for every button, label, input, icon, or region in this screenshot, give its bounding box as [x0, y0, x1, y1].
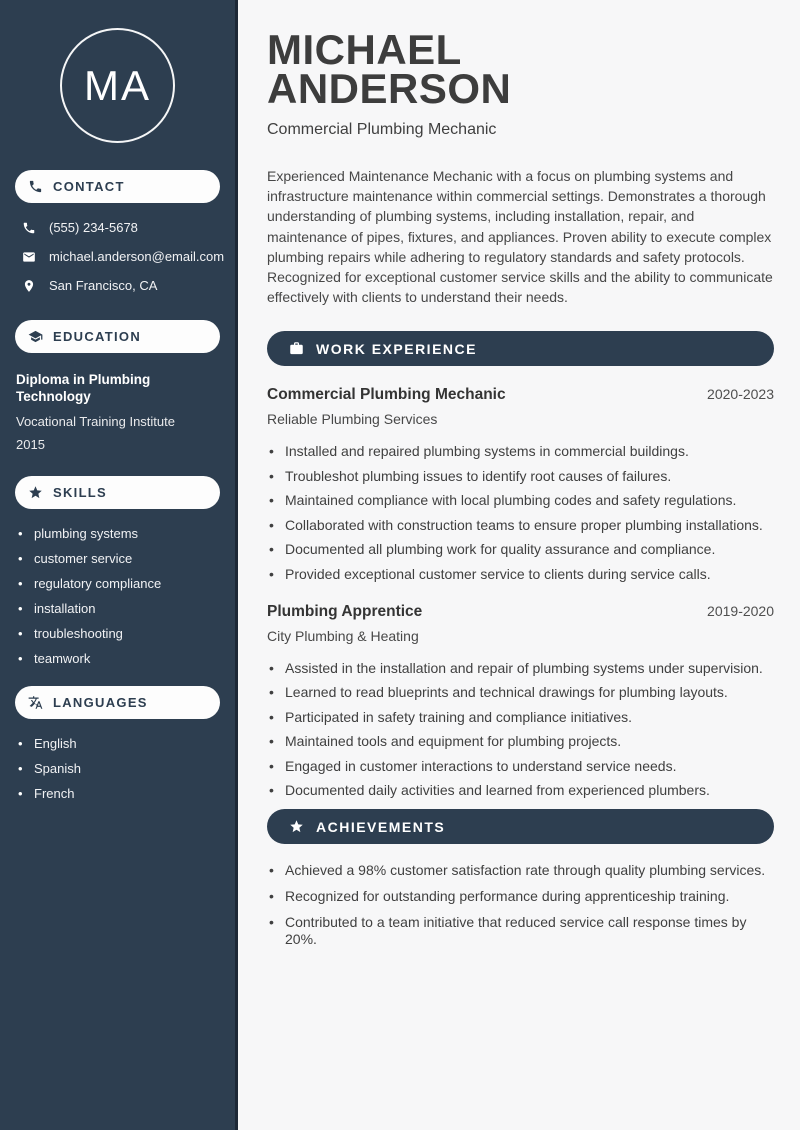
candidate-name	[267, 26, 774, 112]
achievements-title: ACHIEVEMENTS	[316, 818, 446, 835]
achievement-bullet: • Achieved a 98% customer satisfaction rate through quality plumbing services.	[267, 862, 774, 879]
contact-item-phone	[22, 220, 235, 235]
phone-icon	[22, 221, 36, 235]
avatar	[60, 28, 175, 143]
job-company: Reliable Plumbing Services	[267, 411, 438, 428]
job-entry	[267, 603, 774, 800]
location-icon	[22, 279, 36, 293]
skill-item: • regulatory compliance	[18, 577, 235, 590]
work-experience-title: WORK EXPERIENCE	[316, 340, 477, 357]
email-icon	[22, 250, 36, 264]
education-degree: Diploma in Plumbing Technology	[16, 372, 151, 404]
work-experience-section-header	[267, 331, 774, 366]
language-item: • English	[18, 737, 235, 750]
achievements-list	[267, 862, 774, 948]
job-dates: 2019-2020	[707, 602, 774, 619]
contact-item-email	[22, 249, 235, 264]
achievement-bullet: • Recognized for outstanding performance during apprenticeship training.	[267, 888, 774, 905]
job-entry	[267, 386, 774, 583]
skill-item: • teamwork	[18, 652, 235, 665]
achievements-section-header	[267, 809, 774, 844]
education-school: Vocational Training Institute	[16, 413, 175, 429]
email-address: michael.anderson@email.com	[49, 249, 225, 264]
language-item: • French	[18, 787, 235, 800]
job-role: Plumbing Apprentice	[267, 602, 423, 620]
briefcase-icon	[289, 341, 304, 356]
job-bullet-list	[267, 660, 774, 800]
location-text: San Francisco, CA	[49, 278, 158, 293]
resume-content	[238, 0, 800, 1130]
contact-list	[22, 220, 235, 293]
job-bullet: • Engaged in customer interactions to understand service needs.	[267, 758, 774, 775]
sidebar	[0, 0, 238, 1130]
last-name: ANDERSON	[267, 65, 512, 112]
star-icon	[289, 819, 304, 834]
languages-section-header	[15, 686, 220, 719]
phone-icon	[28, 179, 43, 194]
job-role: Commercial Plumbing Mechanic	[267, 386, 506, 404]
candidate-job-title: Commercial Plumbing Mechanic	[267, 121, 497, 138]
translate-icon	[28, 695, 43, 710]
job-bullet: • Documented all plumbing work for quality assurance and compliance.	[267, 541, 774, 558]
languages-list	[18, 737, 235, 800]
job-bullet: • Assisted in the installation and repair of plumbing systems under supervision.	[267, 660, 774, 677]
education-section-header	[15, 320, 220, 353]
education-section-title: EDUCATION	[53, 329, 142, 344]
skills-list	[18, 527, 235, 665]
job-bullet: • Maintained compliance with local plumbing codes and safety regulations.	[267, 492, 774, 509]
job-header	[267, 386, 774, 404]
skills-section-header	[15, 476, 220, 509]
skill-item: • customer service	[18, 552, 235, 565]
job-bullet: • Provided exceptional customer service to clients during service calls.	[267, 566, 774, 583]
achievement-bullet: • Contributed to a team initiative that reduced service call response times by 20%.	[267, 914, 774, 948]
contact-section-title: CONTACT	[53, 179, 125, 194]
job-bullet: • Troubleshot plumbing issues to identify root causes of failures.	[267, 468, 774, 485]
education-entry	[16, 372, 219, 452]
skills-section-title: SKILLS	[53, 484, 108, 500]
job-bullet: • Collaborated with construction teams to ensure proper plumbing installations.	[267, 517, 774, 534]
job-bullet: • Installed and repaired plumbing systems in commercial buildings.	[267, 443, 774, 460]
first-name: MICHAEL	[267, 26, 462, 73]
phone-number: (555) 234-5678	[49, 220, 138, 235]
summary-paragraph: Experienced Maintenance Mechanic with a focus on plumbing systems and infrastructure maintenance within commercial settings. Demonstrates a thorough understanding of plumbing systems, including installation, repair, and maintenance of pipes, fixtures, and appliances. Proven ability to execute complex plumbing repairs while adhering to regulatory standards and safety protocols. Recognized for exceptional customer service skills and the ability to communicate effectively with clients to understand their needs.	[267, 168, 773, 306]
education-year: 2015	[16, 436, 45, 452]
job-bullet: • Participated in safety training and compliance initiatives.	[267, 709, 774, 726]
star-icon	[28, 485, 43, 500]
job-header	[267, 603, 774, 621]
job-company: City Plumbing & Heating	[267, 627, 419, 644]
avatar-initials: MA	[84, 61, 151, 109]
skill-item: • installation	[18, 602, 235, 615]
job-bullet-list	[267, 443, 774, 583]
skill-item: • plumbing systems	[18, 527, 235, 540]
job-bullet: • Learned to read blueprints and technical drawings for plumbing layouts.	[267, 684, 774, 701]
contact-item-location	[22, 278, 235, 293]
contact-section-header	[15, 170, 220, 203]
language-item: • Spanish	[18, 762, 235, 775]
job-bullet: • Maintained tools and equipment for plumbing projects.	[267, 733, 774, 750]
job-dates: 2020-2023	[707, 386, 774, 403]
graduation-cap-icon	[28, 329, 43, 344]
languages-section-title: LANGUAGES	[53, 694, 148, 710]
job-bullet: • Documented daily activities and learned from experienced plumbers.	[267, 782, 774, 799]
skill-item: • troubleshooting	[18, 627, 235, 640]
